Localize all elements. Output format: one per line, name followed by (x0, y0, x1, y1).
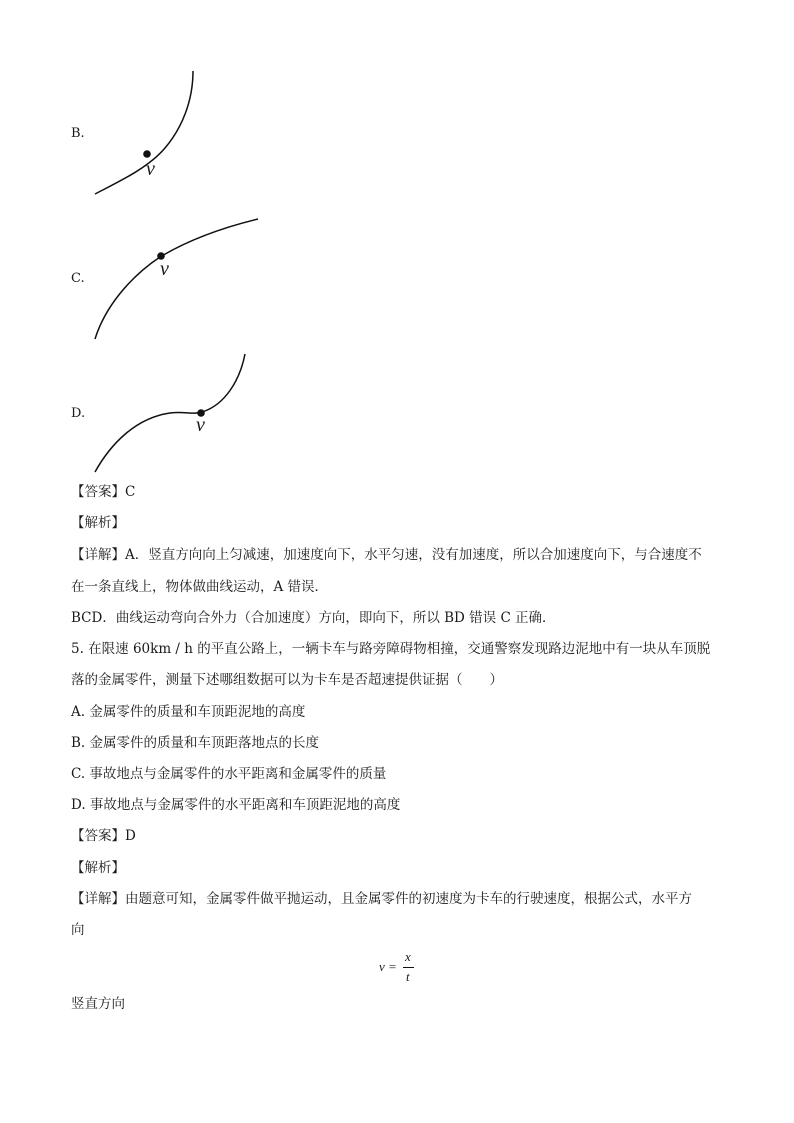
fraction-bar (403, 967, 414, 968)
curve-figure-d (90, 350, 250, 475)
velocity-formula (379, 950, 419, 986)
q5-answer: 【答案】D (71, 828, 136, 844)
q4-detail-line: 【详解】A．竖直方向向上匀减速，加速度向下，水平匀速，没有加速度，所以合加速度向下，与合速度不 (71, 547, 702, 563)
q5-option-a: A. 金属零件的质量和车顶距泥地的高度 (71, 704, 306, 720)
q4-detail-line: BCD．曲线运动弯向合外力（合加速度）方向，即向下，所以 BD 错误 C 正确． (71, 610, 556, 626)
q5-stem-line: 5. 在限速 60km / h 的平直公路上，一辆卡车与路旁障碍物相撞，交通警察发现路边泥地中有一块从车顶脱 (71, 641, 711, 657)
trajectory-curve (95, 354, 245, 472)
curve-figure-b (90, 66, 200, 201)
velocity-point (143, 150, 151, 158)
velocity-label-b: v (146, 158, 155, 180)
q5-detail-line: 向 (71, 922, 85, 938)
velocity-label-d: v (196, 414, 205, 436)
option-d-label: D. (71, 406, 86, 421)
option-b-label: B. (71, 126, 85, 141)
q4-answer: 【答案】C (71, 484, 136, 500)
q5-option-c: C. 事故地点与金属零件的水平距离和金属零件的质量 (71, 766, 387, 782)
q5-detail-line: 竖直方向 (71, 996, 125, 1012)
q5-stem-line: 落的金属零件，测量下述哪组数据可以为卡车是否超速提供证据（ ） (71, 672, 503, 688)
q5-option-d: D. 事故地点与金属零件的水平距离和车顶距泥地的高度 (71, 797, 401, 813)
formula-lhs: v = (379, 959, 397, 974)
trajectory-curve (95, 219, 258, 339)
option-c-label: C. (71, 271, 85, 286)
q5-option-b: B. 金属零件的质量和车顶距落地点的长度 (71, 735, 320, 751)
trajectory-curve (95, 71, 193, 194)
formula-denominator: t (406, 969, 410, 984)
q4-detail-line: 在一条直线上，物体做曲线运动，A 错误． (71, 579, 329, 595)
q5-analysis-heading: 【解析】 (71, 860, 125, 876)
q5-detail-line: 【详解】由题意可知，金属零件做平抛运动，且金属零件的初速度为卡车的行驶速度，根据公式，水平方 (71, 891, 692, 907)
curve-figure-c (90, 215, 265, 342)
formula-numerator: x (405, 949, 411, 964)
q4-analysis-heading: 【解析】 (71, 515, 125, 531)
velocity-label-c: v (160, 258, 169, 280)
